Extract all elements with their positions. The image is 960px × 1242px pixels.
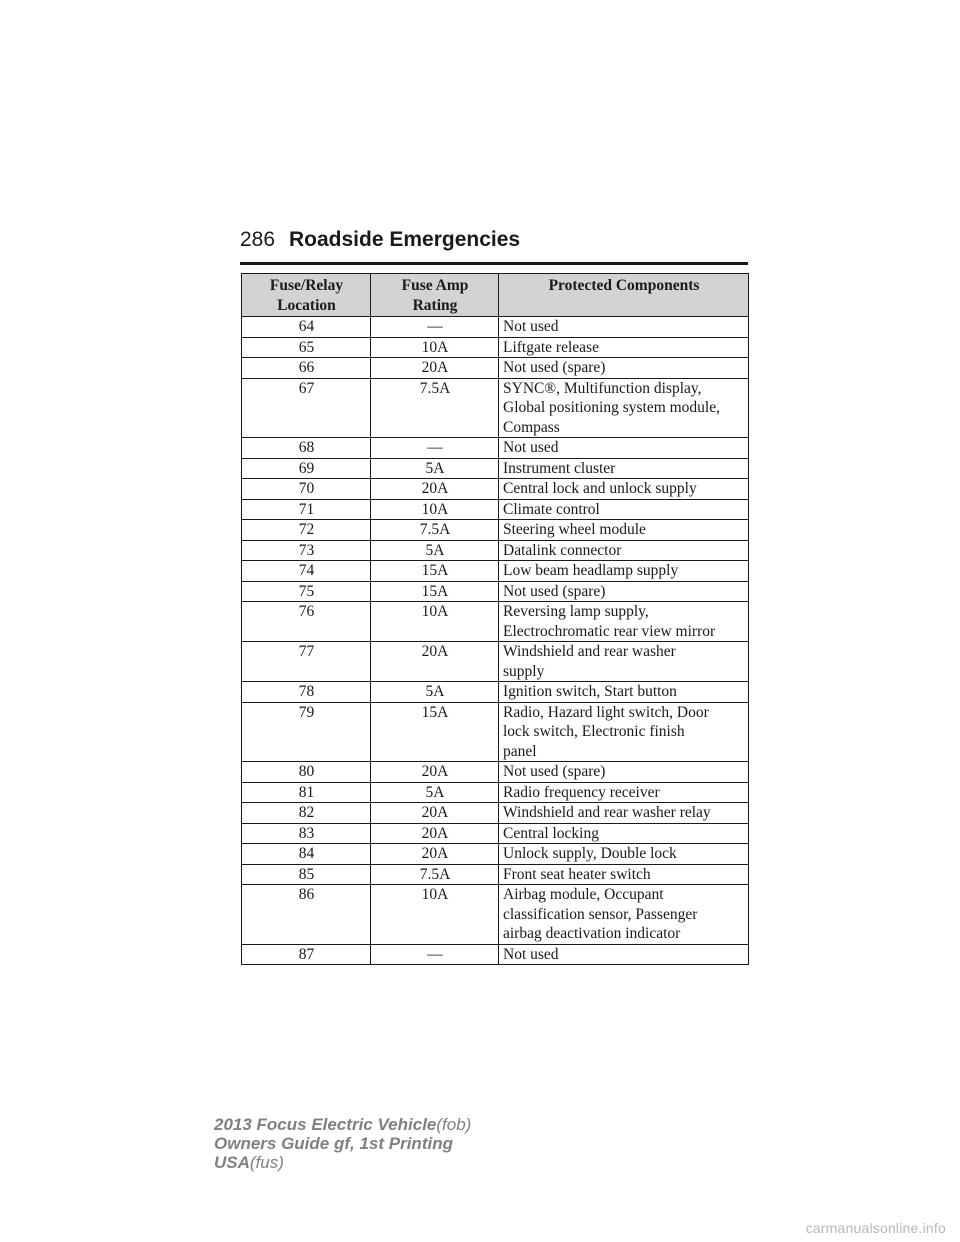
component-line: Ignition switch, Start button [503, 683, 677, 700]
fuse-amp-cell: 10A [371, 602, 499, 642]
table-row [242, 499, 749, 520]
fuse-amp-cell: 15A [371, 702, 499, 762]
component-line: Not used [503, 945, 559, 963]
component-line: Radio frequency receiver [503, 783, 660, 801]
protected-components-cell [499, 337, 749, 358]
protected-components-cell [499, 823, 749, 844]
column-header-line: Fuse/Relay [269, 277, 344, 294]
fuse-amp-cell: 7.5A [371, 378, 499, 438]
fuse-location-cell: 73 [242, 540, 371, 561]
table-row [242, 458, 749, 479]
footer-line [214, 1153, 614, 1172]
fuse-amp-cell: 20A [371, 358, 499, 379]
fuse-amp-cell: 7.5A [371, 520, 499, 541]
component-line: Liftgate release [503, 338, 599, 356]
page-header [240, 228, 748, 258]
protected-components-cell [499, 762, 749, 783]
component-line: Not used (spare) [503, 763, 606, 780]
component-line: Windshield and rear washer [503, 643, 676, 660]
protected-components-cell [499, 803, 749, 824]
fuse-amp-cell: 10A [371, 337, 499, 358]
component-line: Instrument cluster [503, 459, 616, 477]
fuse-location-cell: 75 [242, 581, 371, 602]
fuse-location-cell: 70 [242, 479, 371, 500]
component-line: Global positioning system module, [503, 399, 720, 416]
component-line: Radio, Hazard light switch, Door [503, 703, 709, 721]
fuse-location-cell: 77 [242, 642, 371, 682]
section-title: Roadside Emergencies [289, 228, 521, 251]
protected-components-cell [499, 944, 749, 965]
protected-components-cell [499, 782, 749, 803]
protected-components-cell [499, 540, 749, 561]
column-header-components [499, 274, 749, 317]
protected-components-cell [499, 479, 749, 500]
fuse-location-cell: 69 [242, 458, 371, 479]
fuse-location-cell: 80 [242, 762, 371, 783]
component-line: SYNC®, Multifunction display, [503, 379, 702, 397]
table-row [242, 540, 749, 561]
table-row [242, 520, 749, 541]
protected-components-cell [499, 864, 749, 885]
footer-printing: Owners Guide gf, 1st Printing [214, 1134, 453, 1153]
component-line: supply [503, 662, 545, 680]
protected-components-cell [499, 520, 749, 541]
fuse-location-cell: 87 [242, 944, 371, 965]
fuse-amp-cell: 5A [371, 782, 499, 803]
table-row [242, 358, 749, 379]
table-row [242, 702, 749, 762]
document-footer [214, 1115, 614, 1172]
table-row [242, 642, 749, 682]
fuse-amp-cell: — [371, 944, 499, 965]
fuse-location-cell: 74 [242, 561, 371, 582]
protected-components-cell [499, 581, 749, 602]
footer-line [214, 1115, 614, 1134]
table-row [242, 864, 749, 885]
component-line: Reversing lamp supply, [503, 603, 649, 620]
fuse-location-cell: 79 [242, 702, 371, 762]
fuse-location-cell: 68 [242, 438, 371, 459]
protected-components-cell [499, 438, 749, 459]
fuse-location-cell: 81 [242, 782, 371, 803]
component-line: Datalink connector [503, 541, 622, 559]
component-line: Compass [503, 418, 560, 436]
component-line: Not used (spare) [503, 359, 606, 376]
table-row [242, 782, 749, 803]
table-row [242, 317, 749, 338]
fuse-location-cell: 72 [242, 520, 371, 541]
fuse-amp-cell: 20A [371, 762, 499, 783]
table-row [242, 803, 749, 824]
protected-components-cell [499, 458, 749, 479]
fuse-amp-cell: 20A [371, 479, 499, 500]
fuse-amp-cell: 20A [371, 823, 499, 844]
fuse-amp-cell: 10A [371, 499, 499, 520]
protected-components-cell [499, 358, 749, 379]
component-line: Not used [503, 439, 559, 456]
table-row [242, 844, 749, 865]
component-line: Windshield and rear washer relay [503, 804, 711, 821]
table-row [242, 561, 749, 582]
component-line: Low beam headlamp supply [503, 562, 679, 579]
footer-market: USA [214, 1153, 250, 1172]
protected-components-cell [499, 317, 749, 338]
fuse-location-cell: 67 [242, 378, 371, 438]
component-line: Central locking [503, 824, 599, 842]
column-header-line: Protected Components [548, 277, 700, 294]
fuse-location-cell: 83 [242, 823, 371, 844]
table-row [242, 581, 749, 602]
protected-components-cell [499, 885, 749, 945]
fuse-amp-cell: 10A [371, 885, 499, 945]
fuse-location-cell: 66 [242, 358, 371, 379]
component-line: Steering wheel module [503, 521, 646, 538]
fuse-amp-cell: 20A [371, 803, 499, 824]
component-line: Unlock supply, Double lock [503, 845, 677, 862]
protected-components-cell [499, 499, 749, 520]
component-line: Climate control [503, 500, 600, 518]
column-header-amp [371, 274, 499, 317]
fuse-location-cell: 71 [242, 499, 371, 520]
column-header-line: Rating [412, 296, 458, 314]
table-row [242, 378, 749, 438]
component-line: Central lock and unlock supply [503, 480, 697, 497]
table-row [242, 885, 749, 945]
protected-components-cell [499, 642, 749, 682]
fuse-amp-cell: 15A [371, 581, 499, 602]
fuse-amp-cell: 5A [371, 682, 499, 703]
fuse-amp-cell: 20A [371, 844, 499, 865]
component-line: Not used [503, 318, 559, 335]
component-line: Front seat heater switch [503, 865, 651, 883]
footer-vehicle: 2013 Focus Electric Vehicle [214, 1115, 437, 1134]
fuse-amp-cell: 20A [371, 642, 499, 682]
protected-components-cell [499, 682, 749, 703]
protected-components-cell [499, 378, 749, 438]
fuse-amp-cell: 7.5A [371, 864, 499, 885]
component-line: Airbag module, Occupant [503, 886, 664, 903]
table-row [242, 682, 749, 703]
column-header-location [242, 274, 371, 317]
footer-vehicle-code: (fob) [436, 1115, 472, 1134]
table-row [242, 823, 749, 844]
fuse-amp-cell: — [371, 317, 499, 338]
component-line: classification sensor, Passenger [503, 905, 698, 923]
footer-line [214, 1134, 614, 1153]
protected-components-cell [499, 702, 749, 762]
component-line: Not used (spare) [503, 582, 606, 600]
column-header-line: Location [277, 296, 336, 314]
fuse-location-cell: 65 [242, 337, 371, 358]
fuse-location-cell: 76 [242, 602, 371, 642]
fuse-location-cell: 84 [242, 844, 371, 865]
component-line: Electrochromatic rear view mirror [503, 622, 716, 640]
table-row [242, 337, 749, 358]
fuse-amp-cell: — [371, 438, 499, 459]
component-line: airbag deactivation indicator [503, 925, 681, 942]
header-rule [240, 262, 748, 265]
fuse-amp-cell: 5A [371, 458, 499, 479]
fuse-location-cell: 64 [242, 317, 371, 338]
table-header-row [242, 274, 749, 317]
table-row [242, 602, 749, 642]
footer-market-code: (fus) [249, 1153, 284, 1172]
fuse-location-cell: 78 [242, 682, 371, 703]
table-row [242, 762, 749, 783]
table-row [242, 944, 749, 965]
fuse-location-cell: 82 [242, 803, 371, 824]
column-header-line: Fuse Amp [401, 277, 469, 294]
table-row [242, 438, 749, 459]
protected-components-cell [499, 561, 749, 582]
fuse-location-cell: 86 [242, 885, 371, 945]
page-number: 286 [240, 228, 276, 251]
watermark: carmanualsonline.info [805, 1220, 946, 1236]
protected-components-cell [499, 844, 749, 865]
fuse-table [241, 273, 749, 965]
fuse-location-cell: 85 [242, 864, 371, 885]
protected-components-cell [499, 602, 749, 642]
component-line: lock switch, Electronic finish [503, 723, 685, 740]
fuse-amp-cell: 15A [371, 561, 499, 582]
component-line: panel [503, 742, 537, 760]
fuse-table-body [242, 317, 749, 965]
table-row [242, 479, 749, 500]
fuse-amp-cell: 5A [371, 540, 499, 561]
